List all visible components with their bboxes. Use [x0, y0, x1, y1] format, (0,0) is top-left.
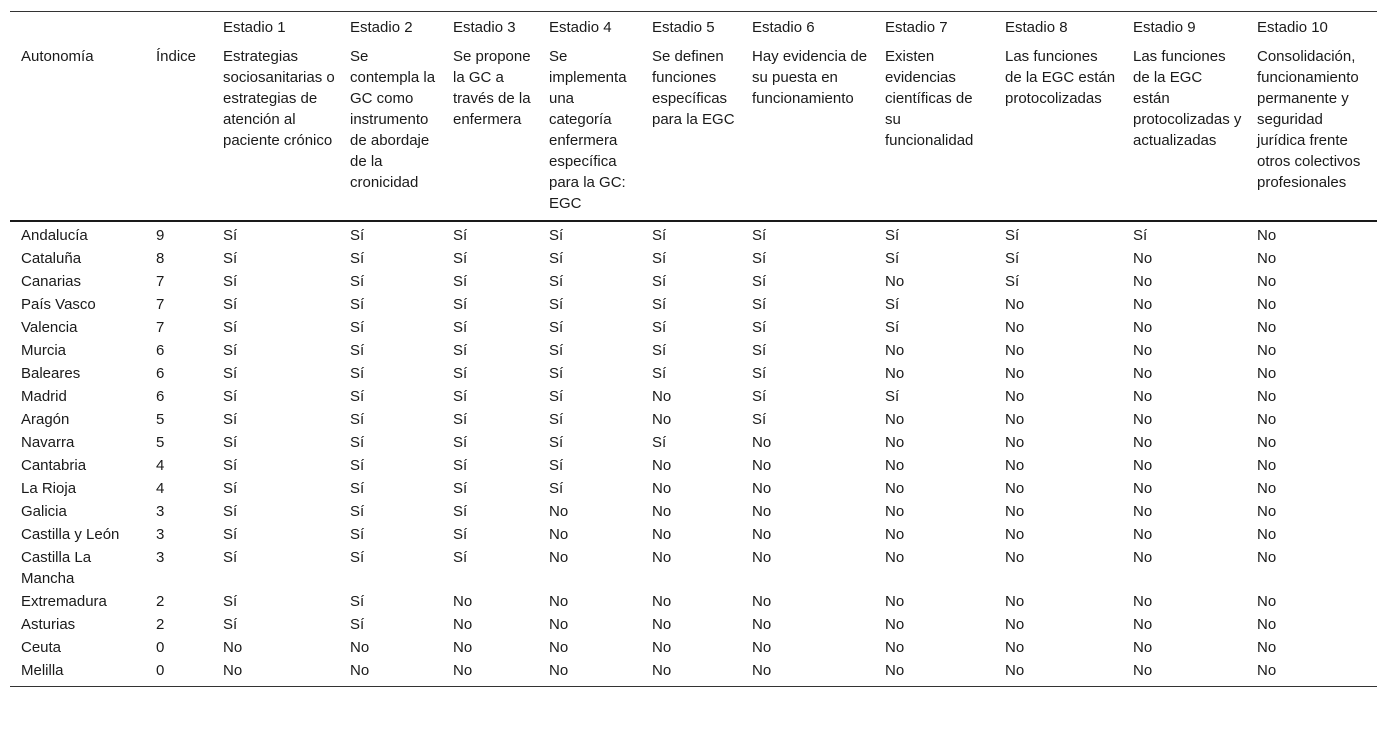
- cell-indice: 2: [156, 593, 165, 610]
- cell-stage-value: No: [538, 659, 641, 687]
- cell-stage-value: Sí: [549, 365, 564, 382]
- cell-stage-value: No: [752, 639, 772, 656]
- cell-stage-value: No: [1122, 659, 1246, 687]
- cell-stage-value: No: [752, 549, 772, 566]
- cell-stage-value: No: [453, 639, 473, 656]
- cell-stage-value: No: [1133, 639, 1153, 656]
- cell-stage-value: No: [1005, 457, 1025, 474]
- table-row: [10, 500, 1377, 523]
- cell-stage-value: No: [1133, 411, 1153, 428]
- cell-stage-value: Sí: [549, 457, 564, 474]
- cell-stage-value: Sí: [223, 457, 238, 474]
- cell-stage-value: Sí: [223, 411, 238, 428]
- table-row: [10, 221, 1377, 247]
- column-header-stage-description: Se definen funciones específicas para la EGC: [641, 43, 741, 221]
- cell-stage-value: Sí: [1005, 227, 1020, 244]
- cell-stage-value: Sí: [350, 411, 365, 428]
- cell-stage-value: Sí: [453, 411, 468, 428]
- cell-stage-value: Sí: [223, 296, 238, 313]
- cell-stage-value: Sí: [752, 365, 767, 382]
- cell-stage-value: Sí: [350, 457, 365, 474]
- cell-stage-value: No: [549, 549, 569, 566]
- cell-stage-value: No: [1257, 227, 1277, 244]
- stage-header: Estadio 5: [641, 12, 741, 44]
- cell-stage-value: No: [652, 549, 672, 566]
- cell-autonomia: Canarias: [21, 273, 82, 290]
- cell-stage-value: Sí: [350, 480, 365, 497]
- cell-indice: 7: [156, 319, 165, 336]
- cell-stage-value: No: [1257, 365, 1277, 382]
- cell-stage-value: Sí: [549, 250, 564, 267]
- cell-stage-value: Sí: [453, 273, 468, 290]
- cell-indice: 3: [156, 503, 165, 520]
- table-row: [10, 636, 1377, 659]
- cell-autonomia: Cataluña: [21, 250, 82, 267]
- table-row: [10, 613, 1377, 636]
- cell-stage-value: Sí: [549, 296, 564, 313]
- cell-autonomia: Andalucía: [21, 227, 88, 244]
- cell-stage-value: Sí: [652, 365, 667, 382]
- cell-indice: 0: [145, 659, 212, 687]
- cell-stage-value: No: [1257, 616, 1277, 633]
- cell-stage-value: Sí: [350, 342, 365, 359]
- cell-stage-value: Sí: [223, 593, 238, 610]
- cell-stage-value: No: [1257, 250, 1277, 267]
- cell-stage-value: No: [1133, 503, 1153, 520]
- cell-stage-value: No: [1005, 319, 1025, 336]
- cell-stage-value: No: [652, 616, 672, 633]
- cell-stage-value: No: [1257, 526, 1277, 543]
- cell-stage-value: No: [1257, 388, 1277, 405]
- cell-stage-value: No: [1133, 480, 1153, 497]
- cell-stage-value: Sí: [1005, 273, 1020, 290]
- cell-stage-value: No: [652, 457, 672, 474]
- cell-stage-value: No: [752, 593, 772, 610]
- cell-stage-value: Sí: [652, 250, 667, 267]
- cell-stage-value: Sí: [453, 388, 468, 405]
- cell-stage-value: No: [1133, 342, 1153, 359]
- cell-indice: 9: [156, 227, 165, 244]
- cell-stage-value: No: [752, 480, 772, 497]
- stage-header: Estadio 7: [874, 12, 994, 44]
- cell-stage-value: No: [549, 639, 569, 656]
- table-header: [10, 12, 1377, 222]
- cell-stage-value: Sí: [223, 319, 238, 336]
- cell-stage-value: No: [885, 434, 905, 451]
- cell-autonomia: Extremadura: [21, 593, 107, 610]
- cell-stage-value: No: [549, 503, 569, 520]
- cell-stage-value: No: [885, 616, 905, 633]
- cell-stage-value: Sí: [350, 503, 365, 520]
- cell-stage-value: Sí: [453, 549, 468, 566]
- cell-stage-value: No: [994, 659, 1122, 687]
- cell-stage-value: No: [1133, 296, 1153, 313]
- cell-stage-value: No: [1005, 639, 1025, 656]
- cell-stage-value: Sí: [549, 480, 564, 497]
- cell-indice: 2: [156, 616, 165, 633]
- cell-stage-value: No: [1257, 434, 1277, 451]
- cell-stage-value: No: [885, 342, 905, 359]
- cell-stage-value: No: [652, 503, 672, 520]
- cell-stage-value: No: [1257, 319, 1277, 336]
- cell-stage-value: Sí: [223, 549, 238, 566]
- cell-indice: 6: [156, 388, 165, 405]
- cell-stage-value: Sí: [223, 250, 238, 267]
- cell-stage-value: No: [1257, 457, 1277, 474]
- column-header-stage-description: Hay evidencia de su puesta en funcionamiento: [741, 43, 874, 221]
- cell-stage-value: Sí: [453, 457, 468, 474]
- cell-stage-value: No: [1133, 319, 1153, 336]
- cell-stage-value: Sí: [652, 227, 667, 244]
- cell-stage-value: Sí: [350, 549, 365, 566]
- cell-indice: 6: [156, 365, 165, 382]
- cell-stage-value: No: [350, 639, 370, 656]
- cell-autonomia: Navarra: [21, 434, 75, 451]
- stage-header: Estadio 3: [442, 12, 538, 44]
- cell-stage-value: No: [1133, 549, 1153, 566]
- cell-stage-value: No: [1257, 639, 1277, 656]
- stage-header-empty: [10, 12, 145, 44]
- table-row: [10, 270, 1377, 293]
- table-row: [10, 431, 1377, 454]
- cell-stage-value: Sí: [752, 273, 767, 290]
- cell-stage-value: Sí: [453, 365, 468, 382]
- cell-autonomia: La Rioja: [21, 480, 77, 497]
- cell-stage-value: No: [641, 659, 741, 687]
- table-row: [10, 590, 1377, 613]
- cell-stage-value: Sí: [652, 319, 667, 336]
- stage-header: Estadio 6: [741, 12, 874, 44]
- stage-header: Estadio 1: [212, 12, 339, 44]
- table-row: [10, 316, 1377, 339]
- stage-header-empty: [145, 12, 212, 44]
- cell-indice: 3: [156, 526, 165, 543]
- cell-indice: 5: [156, 434, 165, 451]
- table-container: [10, 11, 1377, 687]
- cell-indice: 3: [156, 549, 165, 566]
- cell-indice: 4: [156, 480, 165, 497]
- cell-autonomia: País Vasco: [21, 296, 96, 313]
- cell-stage-value: No: [1005, 593, 1025, 610]
- cell-autonomia: Ceuta: [21, 639, 62, 656]
- cell-stage-value: Sí: [752, 411, 767, 428]
- cell-stage-value: No: [1005, 388, 1025, 405]
- table-body: [10, 221, 1377, 687]
- cell-stage-value: Sí: [453, 319, 468, 336]
- cell-stage-value: Sí: [453, 296, 468, 313]
- cell-stage-value: Sí: [549, 434, 564, 451]
- table-row: [10, 339, 1377, 362]
- cell-stage-value: No: [1005, 480, 1025, 497]
- cell-stage-value: Sí: [752, 250, 767, 267]
- cell-stage-value: Sí: [549, 411, 564, 428]
- cell-stage-value: Sí: [453, 526, 468, 543]
- cell-stage-value: No: [1005, 342, 1025, 359]
- cell-stage-value: Sí: [223, 273, 238, 290]
- cell-indice: 8: [156, 250, 165, 267]
- cell-stage-value: No: [1133, 388, 1153, 405]
- cell-stage-value: Sí: [453, 480, 468, 497]
- cell-stage-value: No: [1257, 480, 1277, 497]
- cell-stage-value: No: [752, 616, 772, 633]
- cell-indice: 7: [156, 273, 165, 290]
- cell-stage-value: Sí: [223, 480, 238, 497]
- cell-stage-value: Sí: [752, 296, 767, 313]
- cell-stage-value: Sí: [549, 342, 564, 359]
- table-row: [10, 408, 1377, 431]
- cell-stage-value: No: [1257, 593, 1277, 610]
- table-row: [10, 523, 1377, 546]
- cell-stage-value: Sí: [350, 526, 365, 543]
- cell-stage-value: No: [1257, 342, 1277, 359]
- cell-stage-value: No: [339, 659, 442, 687]
- column-header-stage-description: Estrategias sociosanitarias o estrategias de atención al paciente crónico: [212, 43, 339, 221]
- cell-stage-value: No: [1257, 503, 1277, 520]
- cell-indice: 6: [156, 342, 165, 359]
- cell-stage-value: Sí: [885, 388, 900, 405]
- cell-stage-value: Sí: [652, 434, 667, 451]
- cell-stage-value: No: [1005, 526, 1025, 543]
- cell-autonomia: Cantabria: [21, 457, 87, 474]
- table-row: [10, 659, 1377, 687]
- cell-stage-value: Sí: [350, 365, 365, 382]
- cell-stage-value: Sí: [350, 250, 365, 267]
- cell-stage-value: Sí: [752, 342, 767, 359]
- cell-autonomia: Aragón: [21, 411, 70, 428]
- table-row: [10, 385, 1377, 408]
- cell-stage-value: No: [1005, 434, 1025, 451]
- cell-stage-value: No: [1257, 411, 1277, 428]
- cell-stage-value: Sí: [885, 296, 900, 313]
- cell-indice: 7: [156, 296, 165, 313]
- cell-stage-value: Sí: [549, 319, 564, 336]
- cell-stage-value: No: [549, 593, 569, 610]
- cell-stage-value: No: [1133, 616, 1153, 633]
- cell-stage-value: No: [885, 457, 905, 474]
- cell-stage-value: No: [885, 549, 905, 566]
- stage-header: Estadio 9: [1122, 12, 1246, 44]
- cell-stage-value: No: [1005, 365, 1025, 382]
- cell-autonomia: Castilla y León: [21, 526, 120, 543]
- cell-stage-value: Sí: [652, 342, 667, 359]
- cell-stage-value: No: [1257, 549, 1277, 566]
- cell-stage-value: No: [1133, 434, 1153, 451]
- table-row: [10, 477, 1377, 500]
- cell-stage-value: No: [885, 273, 905, 290]
- stage-header-row: [10, 12, 1377, 44]
- cell-stage-value: Sí: [1133, 227, 1148, 244]
- cell-stage-value: No: [874, 659, 994, 687]
- cell-stage-value: No: [1133, 365, 1153, 382]
- cell-stage-value: No: [885, 593, 905, 610]
- column-header-stage-description: Consolidación, funcionamiento permanente y seguridad jurídica frente otros colectivos profesionales: [1246, 43, 1377, 221]
- cell-stage-value: No: [652, 388, 672, 405]
- cell-stage-value: Sí: [1005, 250, 1020, 267]
- cell-stage-value: No: [1133, 273, 1153, 290]
- cell-stage-value: No: [549, 526, 569, 543]
- cell-autonomia: Galicia: [21, 503, 67, 520]
- cell-stage-value: Sí: [223, 342, 238, 359]
- column-header-stage-description: Las funciones de la EGC están protocolizadas y actualizadas: [1122, 43, 1246, 221]
- cell-stage-value: Sí: [752, 227, 767, 244]
- cell-stage-value: No: [752, 503, 772, 520]
- table-row: [10, 546, 1377, 590]
- cell-stage-value: No: [752, 434, 772, 451]
- cell-stage-value: No: [1246, 659, 1377, 687]
- cell-stage-value: No: [1005, 411, 1025, 428]
- cell-stage-value: No: [1005, 616, 1025, 633]
- cell-stage-value: No: [453, 593, 473, 610]
- cell-stage-value: No: [1257, 296, 1277, 313]
- stage-header: Estadio 4: [538, 12, 641, 44]
- table-row: [10, 247, 1377, 270]
- cell-stage-value: Sí: [223, 503, 238, 520]
- cell-stage-value: No: [885, 411, 905, 428]
- cell-stage-value: Sí: [549, 388, 564, 405]
- cell-autonomia: Asturias: [21, 616, 76, 633]
- cell-stage-value: Sí: [350, 273, 365, 290]
- cell-autonomia: Murcia: [21, 342, 67, 359]
- cell-stage-value: Sí: [549, 273, 564, 290]
- cell-stage-value: Sí: [350, 616, 365, 633]
- cell-stage-value: Sí: [885, 319, 900, 336]
- cell-stage-value: Sí: [223, 434, 238, 451]
- cell-stage-value: No: [752, 457, 772, 474]
- cell-stage-value: No: [1133, 250, 1153, 267]
- cell-stage-value: No: [652, 411, 672, 428]
- column-header-stage-description: Se propone la GC a través de la enfermera: [442, 43, 538, 221]
- cell-stage-value: No: [1257, 273, 1277, 290]
- cell-stage-value: No: [885, 365, 905, 382]
- cell-stage-value: No: [652, 480, 672, 497]
- cell-stage-value: Sí: [453, 227, 468, 244]
- cell-stage-value: No: [885, 480, 905, 497]
- cell-stage-value: Sí: [453, 250, 468, 267]
- cell-stage-value: Sí: [453, 434, 468, 451]
- cell-stage-value: Sí: [350, 319, 365, 336]
- cell-indice: 0: [156, 639, 165, 656]
- cell-stage-value: Sí: [752, 388, 767, 405]
- cell-stage-value: Sí: [223, 365, 238, 382]
- column-header-stage-description: Se implementa una categoría enfermera específica para la GC: EGC: [538, 43, 641, 221]
- cell-stage-value: Sí: [350, 227, 365, 244]
- cell-stage-value: No: [885, 526, 905, 543]
- column-label-row: [10, 43, 1377, 221]
- cell-autonomia: Melilla: [10, 659, 145, 687]
- cell-stage-value: Sí: [350, 434, 365, 451]
- cell-stage-value: Sí: [652, 273, 667, 290]
- cell-stage-value: No: [1005, 549, 1025, 566]
- cell-stage-value: Sí: [453, 342, 468, 359]
- stages-table: [10, 11, 1377, 687]
- cell-indice: 4: [156, 457, 165, 474]
- cell-stage-value: Sí: [652, 296, 667, 313]
- stage-header: Estadio 2: [339, 12, 442, 44]
- cell-autonomia: Valencia: [21, 319, 78, 336]
- cell-stage-value: No: [1133, 526, 1153, 543]
- cell-stage-value: Sí: [223, 616, 238, 633]
- cell-stage-value: Sí: [885, 250, 900, 267]
- cell-stage-value: No: [1133, 593, 1153, 610]
- column-header-autonomia: Autonomía: [10, 43, 145, 221]
- cell-stage-value: No: [453, 616, 473, 633]
- cell-stage-value: Sí: [350, 388, 365, 405]
- cell-stage-value: No: [442, 659, 538, 687]
- table-row: [10, 454, 1377, 477]
- column-header-indice: Índice: [145, 43, 212, 221]
- cell-stage-value: No: [212, 659, 339, 687]
- cell-stage-value: No: [885, 639, 905, 656]
- cell-stage-value: No: [652, 639, 672, 656]
- column-header-stage-description: Se contempla la GC como instrumento de abordaje de la cronicidad: [339, 43, 442, 221]
- cell-autonomia: Baleares: [21, 365, 81, 382]
- cell-indice: 5: [156, 411, 165, 428]
- cell-stage-value: No: [885, 503, 905, 520]
- cell-stage-value: Sí: [223, 388, 238, 405]
- column-header-stage-description: Existen evidencias científicas de su funcionalidad: [874, 43, 994, 221]
- cell-stage-value: Sí: [752, 319, 767, 336]
- cell-stage-value: No: [1005, 503, 1025, 520]
- cell-stage-value: No: [1005, 296, 1025, 313]
- cell-stage-value: Sí: [223, 526, 238, 543]
- cell-stage-value: No: [741, 659, 874, 687]
- column-header-stage-description: Las funciones de la EGC están protocolizadas: [994, 43, 1122, 221]
- cell-stage-value: Sí: [223, 227, 238, 244]
- cell-stage-value: Sí: [350, 593, 365, 610]
- table-row: [10, 293, 1377, 316]
- cell-stage-value: No: [549, 616, 569, 633]
- cell-stage-value: No: [223, 639, 243, 656]
- cell-stage-value: Sí: [885, 227, 900, 244]
- cell-stage-value: No: [652, 526, 672, 543]
- cell-stage-value: Sí: [350, 296, 365, 313]
- stage-header: Estadio 8: [994, 12, 1122, 44]
- cell-stage-value: No: [752, 526, 772, 543]
- cell-autonomia: Castilla La Mancha: [21, 549, 92, 587]
- cell-autonomia: Madrid: [21, 388, 67, 405]
- cell-stage-value: No: [1133, 457, 1153, 474]
- cell-stage-value: No: [652, 593, 672, 610]
- cell-stage-value: Sí: [549, 227, 564, 244]
- cell-stage-value: Sí: [453, 503, 468, 520]
- table-row: [10, 362, 1377, 385]
- stage-header: Estadio 10: [1246, 12, 1377, 44]
